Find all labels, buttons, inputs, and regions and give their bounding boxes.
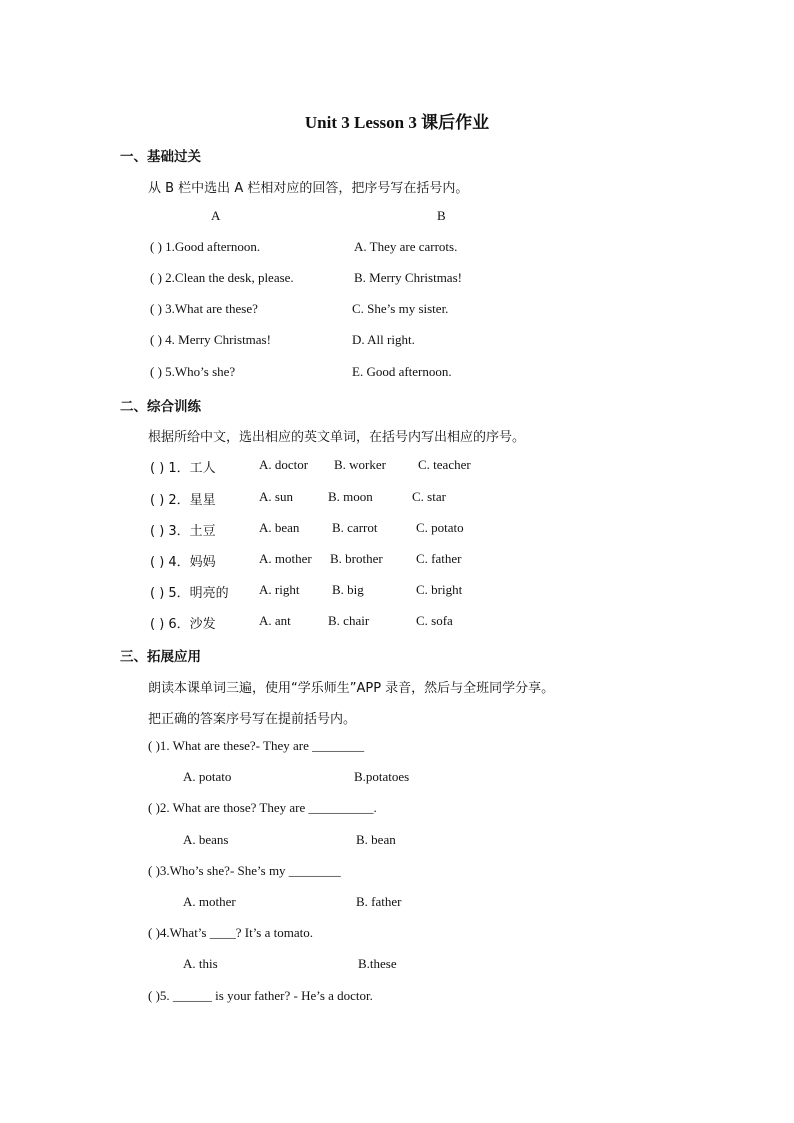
vocab-question: ( ) 1．工人 [150, 461, 216, 476]
vocab-option-c: C. sofa [416, 613, 453, 628]
vocab-option-a: A. ant [259, 613, 291, 628]
vocab-option-a: A. mother [259, 551, 312, 566]
vocab-question: ( ) 2．星星 [150, 493, 216, 508]
choice-option-b: B. father [356, 894, 402, 909]
match-answer: B. Merry Christmas! [354, 270, 462, 285]
column-b-label: B [437, 208, 446, 223]
match-question: ( ) 2.Clean the desk, please. [150, 270, 294, 285]
match-answer: E. Good afternoon. [352, 364, 452, 379]
match-question: ( ) 4. Merry Christmas! [150, 332, 271, 347]
section-instruction: 朗读本课单词三遍，使用“学乐师生”APP 录音，然后与全班同学分享。 [148, 681, 555, 696]
choice-option-b: B. bean [356, 832, 396, 847]
vocab-question: ( ) 5．明亮的 [150, 586, 229, 601]
choice-question: ( )5. ______ is your father? - He’s a doctor. [148, 988, 373, 1003]
vocab-option-b: B. chair [328, 613, 370, 628]
vocab-option-b: B. worker [334, 457, 386, 472]
choice-question: ( )2. What are those? They are __________. [148, 800, 377, 815]
choice-question: ( )1. What are these?- They are ________ [148, 738, 365, 753]
vocab-option-c: C. teacher [418, 457, 471, 472]
choice-option-a: A. mother [183, 894, 236, 909]
section-heading-extension: 三、拓展应用 [120, 649, 201, 665]
vocab-question: ( ) 6．沙发 [150, 617, 216, 632]
vocab-option-c: C. star [412, 489, 446, 504]
match-answer: D. All right. [352, 332, 415, 347]
choice-option-a: A. potato [183, 769, 232, 784]
choice-option-b: B.potatoes [354, 769, 410, 784]
choice-question: ( )3.Who’s she?- She’s my ________ [148, 863, 341, 878]
section-instruction: 根据所给中文，选出相应的英文单词，在括号内写出相应的序号。 [148, 430, 526, 445]
choice-question: ( )4.What’s ____? It’s a tomato. [148, 925, 313, 940]
match-question: ( ) 5.Who’s she? [150, 364, 236, 379]
vocab-option-c: C. potato [416, 520, 464, 535]
vocab-option-b: B. carrot [332, 520, 378, 535]
vocab-option-c: C. bright [416, 582, 463, 597]
match-answer: A. They are carrots. [354, 239, 458, 254]
page-title: Unit 3 Lesson 3 课后作业 [304, 113, 490, 132]
vocab-option-b: B. moon [328, 489, 373, 504]
match-question: ( ) 3.What are these? [150, 301, 258, 316]
section-heading-practice: 二、综合训练 [120, 399, 201, 415]
section-heading-basic: 一、基础过关 [120, 149, 201, 165]
section-instruction: 从 B 栏中选出 A 栏相对应的回答，把序号写在括号内。 [148, 181, 469, 196]
vocab-option-b: B. brother [330, 551, 383, 566]
vocab-question: ( ) 3．土豆 [150, 524, 216, 539]
column-a-label: A [211, 208, 221, 223]
vocab-option-b: B. big [332, 582, 364, 597]
vocab-option-a: A. bean [259, 520, 300, 535]
match-answer: C. She’s my sister. [352, 301, 449, 316]
choice-option-a: A. this [183, 956, 218, 971]
vocab-option-a: A. doctor [259, 457, 309, 472]
section-instruction: 把正确的答案序号写在提前括号内。 [148, 712, 357, 727]
vocab-option-c: C. father [416, 551, 462, 566]
vocab-option-a: A. sun [259, 489, 293, 504]
choice-option-b: B.these [358, 956, 397, 971]
match-question: ( ) 1.Good afternoon. [150, 239, 261, 254]
vocab-question: ( ) 4．妈妈 [150, 555, 216, 570]
vocab-option-a: A. right [259, 582, 300, 597]
choice-option-a: A. beans [183, 832, 229, 847]
